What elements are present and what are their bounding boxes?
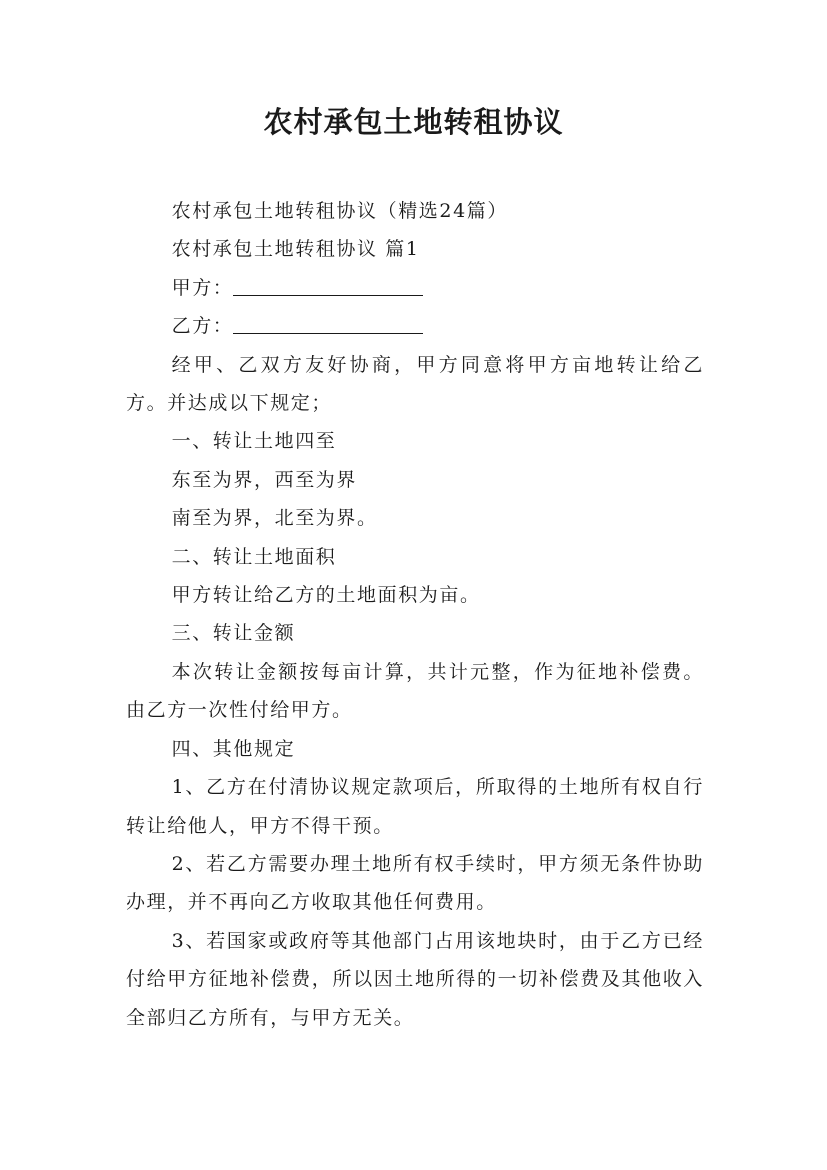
party-a-line	[126, 269, 704, 307]
clause-heading: 四、其他规定	[171, 737, 296, 760]
paragraph: 经甲、乙双方友好协商，甲方同意将甲方亩地转让给乙方。并达成以下规定；	[126, 353, 704, 415]
clause-heading: 一、转让土地四至	[171, 430, 337, 453]
party-a-label: 甲方：	[171, 276, 234, 299]
clause-heading: 二、转让土地面积	[171, 545, 337, 568]
party-b-blank	[233, 313, 423, 334]
paragraph-subtitle: 农村承包土地转租协议（精选24篇）	[171, 200, 508, 222]
document-body	[126, 192, 704, 1037]
party-b-label: 乙方：	[171, 315, 234, 338]
document-title: 农村承包土地转租协议	[263, 105, 564, 139]
paragraph: 东至为界，西至为界	[171, 468, 357, 491]
paragraph-section-heading: 农村承包土地转租协议 篇1	[171, 238, 420, 261]
paragraph: 南至为界，北至为界。	[171, 507, 378, 530]
paragraph: 本次转让金额按每亩计算，共计元整，作为征地补偿费。由乙方一次性付给甲方。	[126, 660, 704, 722]
party-b-line	[126, 307, 704, 345]
paragraph: 2、若乙方需要办理土地所有权手续时，甲方须无条件协助办理，并不再向乙方收取其他任何费用。	[126, 852, 704, 914]
clause-heading: 三、转让金额	[171, 622, 296, 645]
party-a-blank	[233, 275, 423, 296]
paragraph: 3、若国家或政府等其他部门占用该地块时，由于乙方已经付给甲方征地补偿费，所以因土地所得的一切补偿费及其他收入全部归乙方所有，与甲方无关。	[126, 929, 704, 1029]
paragraph: 甲方转让给乙方的土地面积为亩。	[171, 584, 481, 607]
paragraph: 1、乙方在付清协议规定款项后，所取得的土地所有权自行转让给他人，甲方不得干预。	[126, 776, 704, 837]
